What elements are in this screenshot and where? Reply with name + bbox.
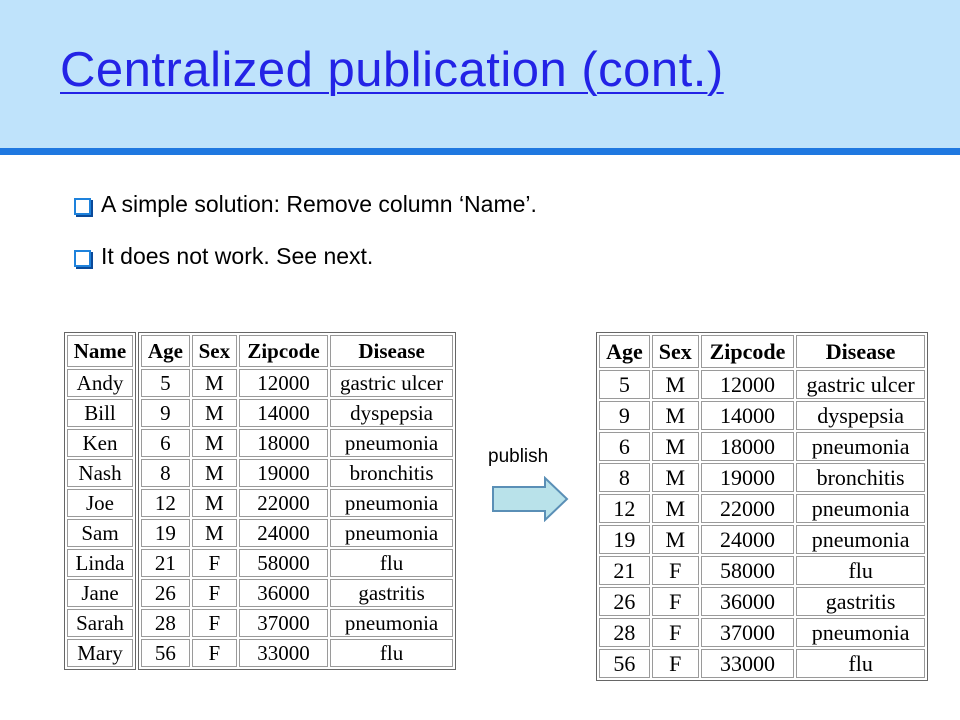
- table-cell: F: [192, 639, 237, 667]
- table-cell: 22000: [239, 489, 328, 517]
- table-cell: 18000: [239, 429, 328, 457]
- table-cell: 56: [141, 639, 190, 667]
- table-cell: 6: [141, 429, 190, 457]
- table-cell: 37000: [701, 618, 795, 647]
- table-cell: 6: [599, 432, 650, 461]
- table-cell: 19: [599, 525, 650, 554]
- name-header: Name: [67, 335, 133, 367]
- name-cell: Ken: [67, 429, 133, 457]
- table-cell: pneumonia: [796, 432, 925, 461]
- table-row: [141, 429, 453, 457]
- table-cell: 12: [599, 494, 650, 523]
- table-row: [67, 639, 133, 667]
- table-cell: 22000: [701, 494, 795, 523]
- name-cell: Jane: [67, 579, 133, 607]
- table-cell: pneumonia: [330, 489, 453, 517]
- table-cell: pneumonia: [330, 429, 453, 457]
- table-row: [141, 519, 453, 547]
- table-cell: F: [192, 609, 237, 637]
- table-cell: flu: [330, 639, 453, 667]
- table-cell: 5: [599, 370, 650, 399]
- table-cell: 58000: [239, 549, 328, 577]
- table-row: [141, 489, 453, 517]
- table-cell: M: [652, 401, 699, 430]
- table-cell: dyspepsia: [796, 401, 925, 430]
- table-cell: M: [652, 370, 699, 399]
- table-cell: M: [652, 463, 699, 492]
- table-cell: 26: [141, 579, 190, 607]
- column-header: Age: [599, 335, 650, 368]
- table-cell: pneumonia: [330, 519, 453, 547]
- bullet-text: A simple solution: Remove column ‘Name’.: [101, 190, 537, 217]
- name-cell: Andy: [67, 369, 133, 397]
- column-header: Zipcode: [701, 335, 795, 368]
- table-cell: gastritis: [796, 587, 925, 616]
- table-row: [67, 459, 133, 487]
- table-cell: bronchitis: [796, 463, 925, 492]
- table-row: [67, 429, 133, 457]
- table-row: [67, 549, 133, 577]
- table-cell: 12: [141, 489, 190, 517]
- table-cell: 37000: [239, 609, 328, 637]
- name-cell: Sam: [67, 519, 133, 547]
- table-cell: F: [192, 549, 237, 577]
- column-header: Zipcode: [239, 335, 328, 367]
- name-cell: Nash: [67, 459, 133, 487]
- table-cell: M: [192, 429, 237, 457]
- table-cell: 12000: [239, 369, 328, 397]
- bullet-list: [74, 180, 537, 284]
- table-cell: 33000: [239, 639, 328, 667]
- table-cell: 14000: [701, 401, 795, 430]
- table-cell: pneumonia: [796, 618, 925, 647]
- table-cell: 36000: [239, 579, 328, 607]
- table-cell: M: [192, 489, 237, 517]
- table-cell: 12000: [701, 370, 795, 399]
- table-cell: F: [192, 579, 237, 607]
- table-row: [599, 587, 925, 616]
- table-cell: 18000: [701, 432, 795, 461]
- table-cell: gastric ulcer: [796, 370, 925, 399]
- table-row: [141, 399, 453, 427]
- table-cell: 8: [599, 463, 650, 492]
- table-cell: bronchitis: [330, 459, 453, 487]
- name-cell: Mary: [67, 639, 133, 667]
- table-row: [141, 639, 453, 667]
- table-cell: pneumonia: [796, 494, 925, 523]
- table-row: [67, 609, 133, 637]
- table-cell: 28: [599, 618, 650, 647]
- table-cell: 21: [599, 556, 650, 585]
- publish-label: publish: [488, 446, 549, 467]
- table-row: [141, 549, 453, 577]
- table-cell: M: [652, 494, 699, 523]
- table-cell: pneumonia: [330, 609, 453, 637]
- table-cell: 24000: [701, 525, 795, 554]
- table-cell: M: [192, 519, 237, 547]
- table-row: [599, 618, 925, 647]
- table-cell: 56: [599, 649, 650, 678]
- title-rule: [0, 148, 960, 155]
- column-header: Disease: [330, 335, 453, 367]
- table-row: [67, 579, 133, 607]
- table-row: [67, 399, 133, 427]
- table-row: [141, 459, 453, 487]
- name-cell: Sarah: [67, 609, 133, 637]
- table-cell: M: [652, 432, 699, 461]
- table-cell: 26: [599, 587, 650, 616]
- table-row: [599, 463, 925, 492]
- table-cell: M: [192, 369, 237, 397]
- table-cell: 19000: [701, 463, 795, 492]
- slide-title: Centralized publication (cont.): [60, 43, 724, 97]
- table-cell: gastric ulcer: [330, 369, 453, 397]
- table-cell: F: [652, 556, 699, 585]
- table-cell: 58000: [701, 556, 795, 585]
- table-cell: 24000: [239, 519, 328, 547]
- table-cell: gastritis: [330, 579, 453, 607]
- table-cell: 8: [141, 459, 190, 487]
- table-cell: 21: [141, 549, 190, 577]
- table-cell: F: [652, 587, 699, 616]
- name-cell: Joe: [67, 489, 133, 517]
- table-cell: F: [652, 618, 699, 647]
- table-row: [141, 369, 453, 397]
- table-cell: flu: [330, 549, 453, 577]
- table-row: [599, 432, 925, 461]
- table-cell: 19: [141, 519, 190, 547]
- table-cell: 14000: [239, 399, 328, 427]
- checkbox-square-icon: [74, 198, 91, 215]
- table-row: [599, 494, 925, 523]
- table-row: [67, 519, 133, 547]
- column-header: Sex: [192, 335, 237, 367]
- table-row: [67, 369, 133, 397]
- published-data-table: [596, 332, 928, 681]
- table-cell: 19000: [239, 459, 328, 487]
- table-cell: 33000: [701, 649, 795, 678]
- table-cell: M: [192, 459, 237, 487]
- column-header: Disease: [796, 335, 925, 368]
- table-row: [599, 401, 925, 430]
- table-row: [599, 370, 925, 399]
- table-row: [141, 609, 453, 637]
- table-row: [599, 525, 925, 554]
- name-cell: Linda: [67, 549, 133, 577]
- table-cell: dyspepsia: [330, 399, 453, 427]
- table-cell: 28: [141, 609, 190, 637]
- name-column-table: [64, 332, 136, 670]
- right-arrow-icon: [491, 476, 571, 522]
- table-cell: 36000: [701, 587, 795, 616]
- table-cell: M: [652, 525, 699, 554]
- bullet-item: [74, 180, 537, 232]
- table-row: [67, 489, 133, 517]
- table-cell: 9: [599, 401, 650, 430]
- table-cell: flu: [796, 649, 925, 678]
- column-header: Sex: [652, 335, 699, 368]
- column-header: Age: [141, 335, 190, 367]
- bullet-item: [74, 232, 537, 284]
- table-cell: 5: [141, 369, 190, 397]
- table-cell: F: [652, 649, 699, 678]
- table-cell: flu: [796, 556, 925, 585]
- table-row: [599, 556, 925, 585]
- table-cell: M: [192, 399, 237, 427]
- checkbox-square-icon: [74, 250, 91, 267]
- name-cell: Bill: [67, 399, 133, 427]
- table-row: [599, 649, 925, 678]
- table-cell: 9: [141, 399, 190, 427]
- original-data-table: [138, 332, 456, 670]
- bullet-text: It does not work. See next.: [101, 242, 374, 269]
- table-row: [141, 579, 453, 607]
- table-cell: pneumonia: [796, 525, 925, 554]
